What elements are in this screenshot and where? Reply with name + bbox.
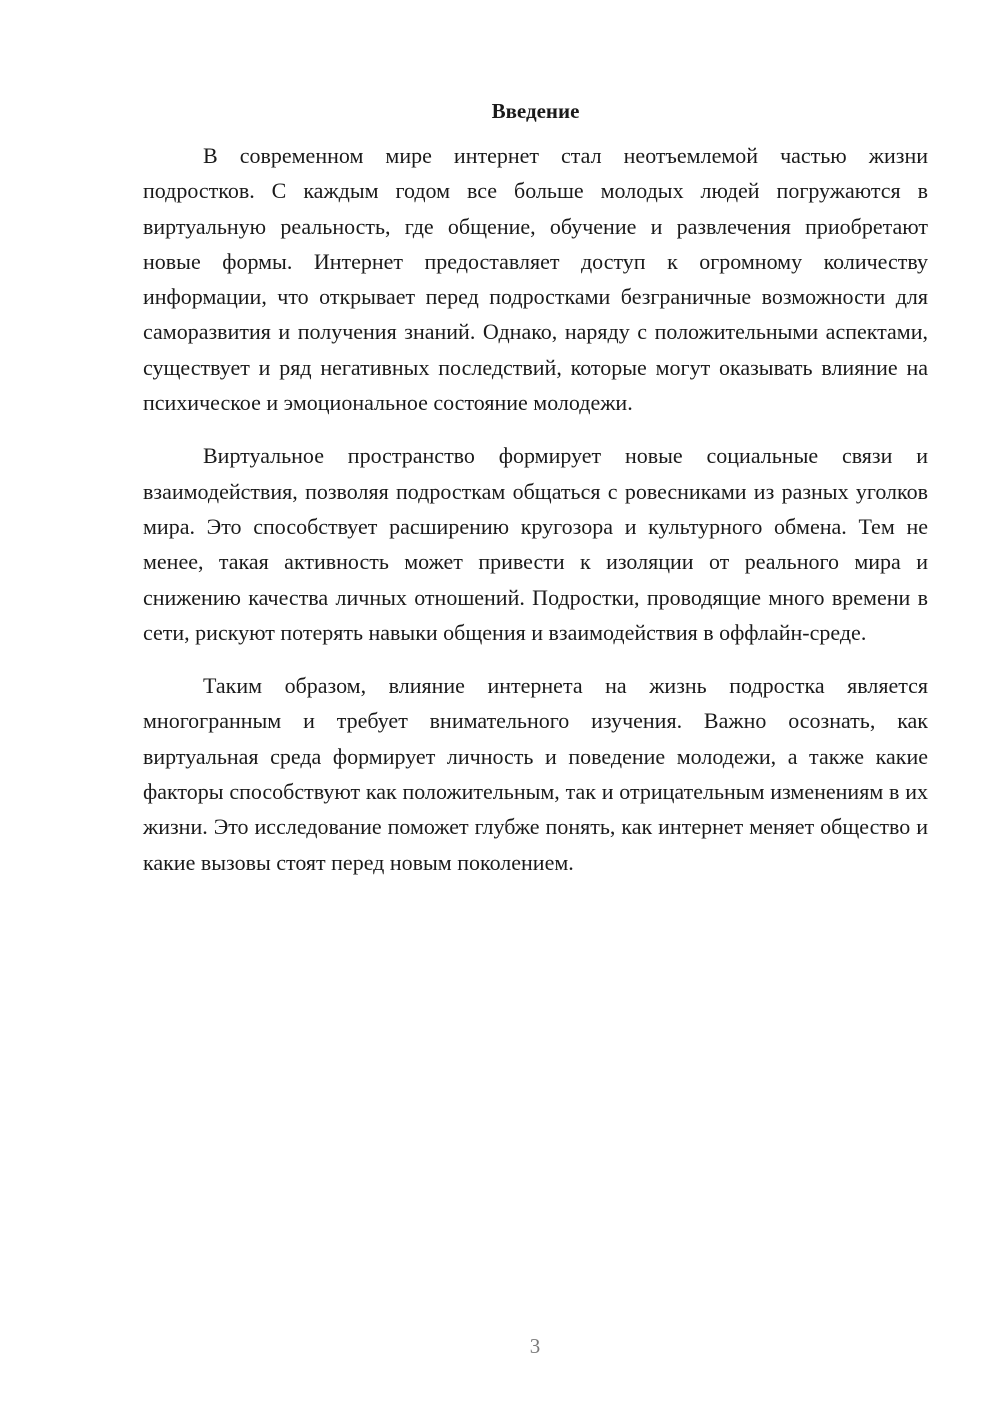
section-heading: Введение xyxy=(491,99,580,123)
paragraph-1: В современном мире интернет стал неотъемлемой частью жизни подростков. С каждым годом все больше молодых людей погружаются в виртуальную реальность, где общение, обучение и развлечения приобретают новые формы. Интернет предоставляет доступ к огромному количеству информации, что открывает перед подростками безграничные возможности для саморазвития и получения знаний. Однако, наряду с положительными аспектами, существует и ряд негативных последствий, которые могут оказывать влияние на психическое и эмоциональное состояние молодежи. xyxy=(143,143,928,416)
paragraph-3: Таким образом, влияние интернета на жизнь подростка является многогранным и требует внимательного изучения. Важно осознать, как виртуальная среда формирует личность и поведение молодежи, а также какие факторы способствуют как положительным, так и отрицательным изменениям в их жизни. Это исследование поможет глубже понять, как интернет меняет общество и какие вызовы стоят перед новым поколением. xyxy=(143,673,928,875)
page-number: 3 xyxy=(529,1334,541,1358)
paragraph-2: Виртуальное пространство формирует новые социальные связи и взаимодействия, позволяя подросткам общаться с ровесниками из разных уголков мира. Это способствует расширению кругозора и культурного обмена. Тем не менее, такая активность может привести к изоляции от реального мира и снижению качества личных отношений. Подростки, проводящие много времени в сети, рискуют потерять навыки общения и взаимодействия в оффлайн-среде. xyxy=(143,443,928,645)
page-content xyxy=(143,96,928,898)
